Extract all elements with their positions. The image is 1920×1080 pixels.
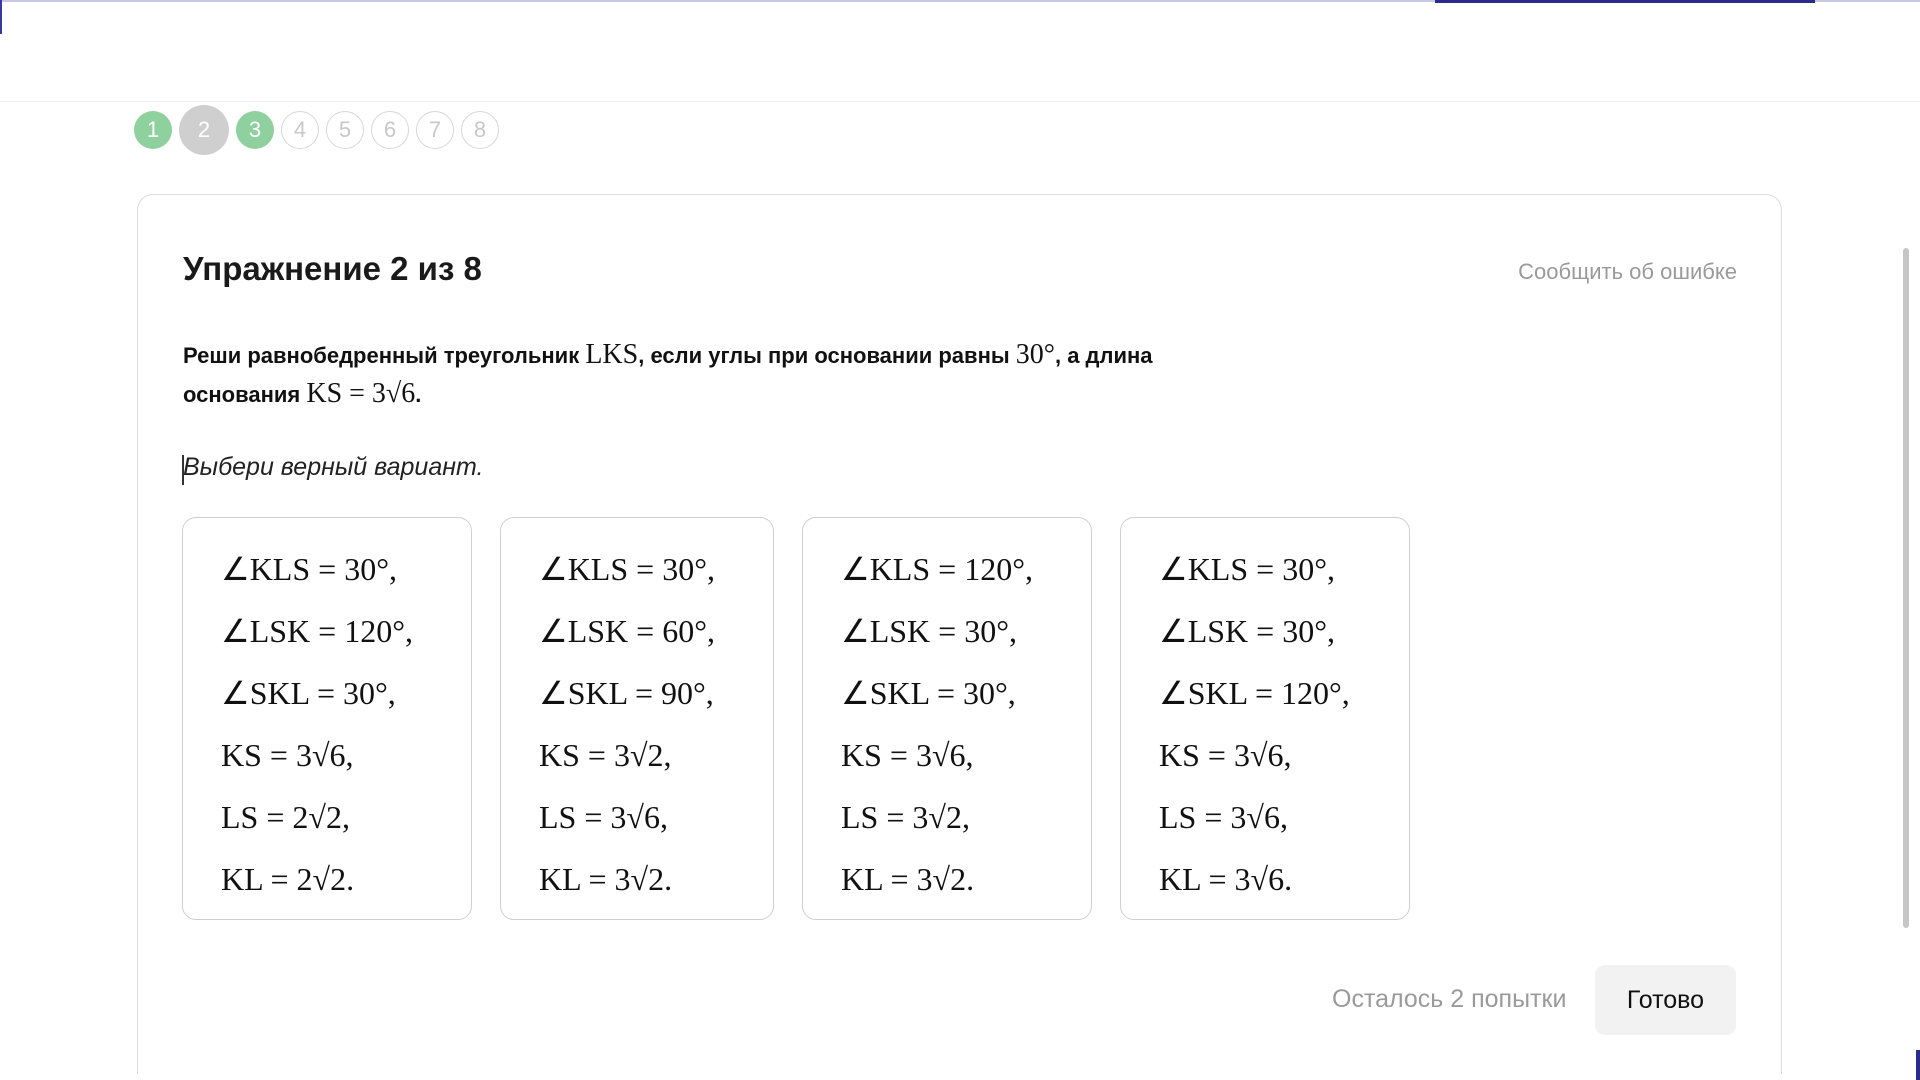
answer-options (182, 517, 1410, 920)
task-text-part: , а длина (1054, 343, 1153, 368)
answer-option-3[interactable] (802, 517, 1092, 920)
task-math: 30° (1015, 339, 1055, 370)
step-2[interactable]: 2 (179, 105, 229, 155)
step-7[interactable]: 7 (416, 111, 454, 149)
exercise-steps (134, 105, 506, 155)
step-1[interactable]: 1 (134, 111, 172, 149)
exercise-title: Упражнение 2 из 8 (183, 250, 482, 287)
scrollbar-thumb[interactable] (1903, 248, 1909, 928)
task-text-part: . (415, 382, 422, 407)
option-line: LS = 3√2, (841, 799, 970, 835)
option-line: ∠SKL = 90°, (539, 675, 714, 711)
answer-option-2[interactable] (500, 517, 774, 920)
task-text-part: Реши равнобедренный треугольник (183, 343, 586, 368)
option-line: KL = 3√6. (1159, 861, 1293, 897)
done-button[interactable]: Готово (1595, 965, 1736, 1035)
window-edge-right (1916, 1050, 1920, 1080)
option-line: ∠SKL = 120°, (1159, 675, 1350, 711)
answer-option-1[interactable] (182, 517, 472, 920)
step-6[interactable]: 6 (371, 111, 409, 149)
header-divider (0, 101, 1920, 102)
task-math: KS = 3√6 (306, 378, 416, 409)
option-line: LS = 3√6, (1159, 799, 1288, 835)
step-3[interactable]: 3 (236, 111, 274, 149)
step-5[interactable]: 5 (326, 111, 364, 149)
report-error-link[interactable]: Сообщить об ошибке (1518, 259, 1737, 284)
option-line: ∠KLS = 30°, (539, 551, 715, 587)
top-accent (1435, 0, 1815, 3)
task-text-part: , если углы при основании равны (638, 343, 1016, 368)
option-line: KS = 3√6, (221, 737, 354, 773)
option-line: KL = 3√2. (539, 861, 673, 897)
option-line: KS = 3√6, (841, 737, 974, 773)
option-line: ∠LSK = 60°, (539, 613, 715, 649)
attempts-remaining: Осталось 2 попытки (1332, 985, 1567, 1013)
answer-option-4[interactable] (1120, 517, 1410, 920)
task-math: LKS (585, 339, 639, 370)
option-line: ∠KLS = 30°, (1159, 551, 1335, 587)
task-text-part: основания (183, 382, 307, 407)
option-line: KS = 3√6, (1159, 737, 1292, 773)
option-line: ∠KLS = 120°, (841, 551, 1033, 587)
instruction-hint: Выбери верный вариант. (183, 453, 484, 481)
option-line: KL = 3√2. (841, 861, 975, 897)
task-text (183, 336, 1233, 414)
window-edge (0, 0, 2, 34)
option-line: LS = 2√2, (221, 799, 350, 835)
option-line: ∠LSK = 30°, (1159, 613, 1335, 649)
step-8[interactable]: 8 (461, 111, 499, 149)
option-line: KL = 2√2. (221, 861, 355, 897)
step-4[interactable]: 4 (281, 111, 319, 149)
option-line: ∠SKL = 30°, (221, 675, 396, 711)
option-line: LS = 3√6, (539, 799, 668, 835)
option-line: ∠LSK = 30°, (841, 613, 1017, 649)
option-line: KS = 3√2, (539, 737, 672, 773)
option-line: ∠SKL = 30°, (841, 675, 1016, 711)
option-line: ∠KLS = 30°, (221, 551, 397, 587)
option-line: ∠LSK = 120°, (221, 613, 413, 649)
